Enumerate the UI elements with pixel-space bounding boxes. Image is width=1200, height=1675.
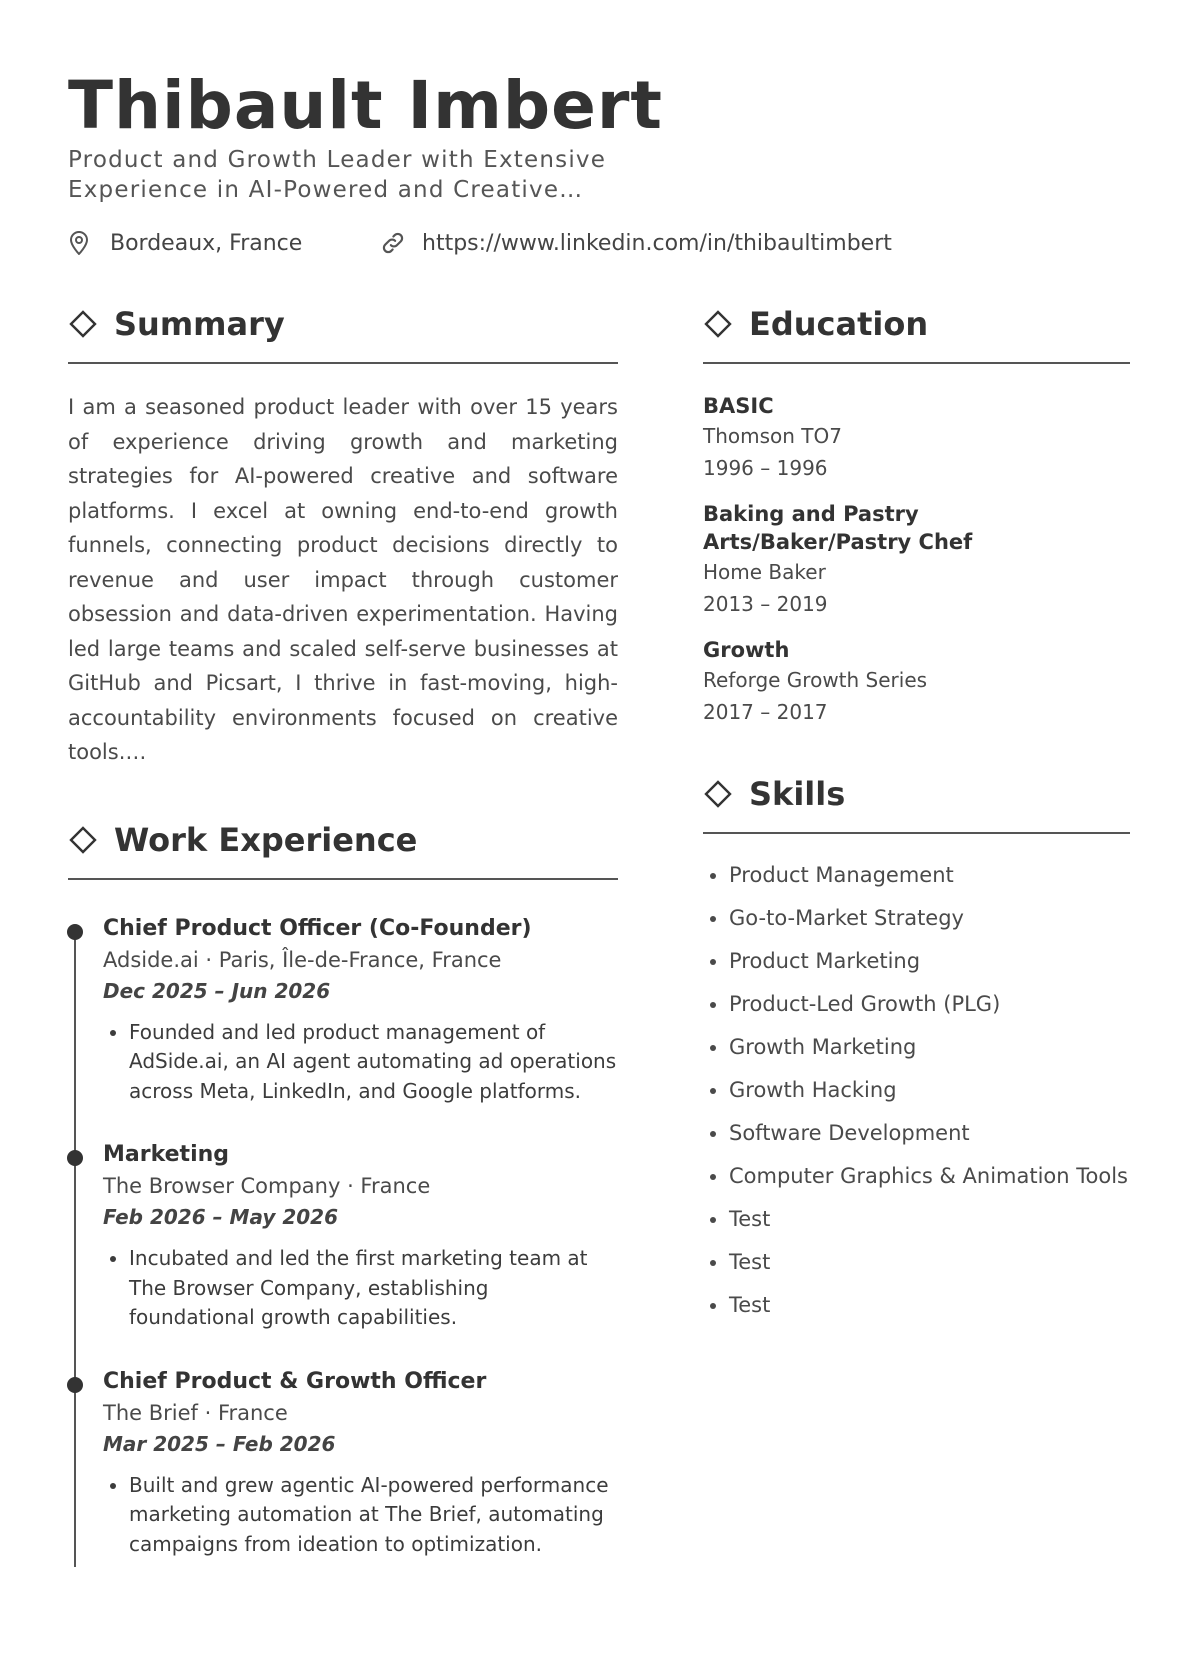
left-column <box>68 300 618 1559</box>
diamond-outline-icon <box>703 309 733 339</box>
section-header-summary <box>68 300 618 364</box>
diamond-outline-icon <box>68 825 98 855</box>
skill-item: • Product-Led Growth (PLG) <box>729 989 1130 1019</box>
job-company: The Brief · France <box>103 1400 288 1425</box>
job-dates: Mar 2025 – Feb 2026 <box>103 1431 336 1456</box>
section-header-work <box>68 816 618 880</box>
job-title: Chief Product Officer (Co-Founder) <box>103 915 532 941</box>
section-header-skills <box>703 770 1130 834</box>
education-school: Reforge Growth Series <box>703 668 928 692</box>
job-entry <box>103 914 618 1107</box>
skill-item: • Go-to-Market Strategy <box>729 903 1130 933</box>
work-timeline <box>68 914 618 1560</box>
job-bullet: • Incubated and led the first marketing team at The Browser Company, establishing foundational growth capabilities. <box>129 1244 618 1333</box>
diamond-outline-icon <box>68 309 98 339</box>
skill-item: • Product Management <box>729 860 1130 890</box>
job-dates: Dec 2025 – Jun 2026 <box>103 978 331 1003</box>
contact-linkedin[interactable] <box>380 226 892 260</box>
education-entry <box>703 636 1130 728</box>
job-bullets <box>103 1244 618 1333</box>
education-school: Thomson TO7 <box>703 424 842 448</box>
skill-item: • Software Development <box>729 1118 1130 1148</box>
job-company: The Browser Company · France <box>103 1174 431 1198</box>
location-text: Bordeaux, France <box>110 230 303 256</box>
diamond-outline-icon <box>703 779 733 809</box>
job-company: Adside.ai · Paris, Île-de-France, France <box>103 947 502 972</box>
timeline-dot-icon <box>67 1150 83 1166</box>
education-degree: Growth <box>703 638 790 662</box>
skill-item: • Growth Marketing <box>729 1032 1130 1062</box>
section-title-education: Education <box>749 305 929 343</box>
education-section <box>703 300 1130 728</box>
section-header-education <box>703 300 1130 364</box>
timeline-line <box>74 930 76 1568</box>
skill-item: • Computer Graphics & Animation Tools <box>729 1161 1130 1191</box>
candidate-name: Thibault Imbert <box>68 67 663 144</box>
job-bullet: • Built and grew agentic AI-powered performance marketing automation at The Brief, automating campaigns from ideation to optimization. <box>129 1471 618 1560</box>
education-school: Home Baker <box>703 560 826 584</box>
job-bullets <box>103 1018 618 1107</box>
job-title: Chief Product & Growth Officer <box>103 1368 487 1394</box>
job-title: Marketing <box>103 1142 230 1167</box>
education-dates: 2013 – 2019 <box>703 592 828 616</box>
linkedin-url[interactable]: https://www.linkedin.com/in/thibaultimbert <box>422 230 892 256</box>
skills-list <box>703 860 1130 1320</box>
education-degree: BASIC <box>703 394 774 418</box>
education-degree: Baking and Pastry Arts/Baker/Pastry Chef <box>703 502 973 554</box>
skill-item: • Growth Hacking <box>729 1075 1130 1105</box>
education-dates: 1996 – 1996 <box>703 456 828 480</box>
link-icon <box>380 230 406 256</box>
skill-item: • Test <box>729 1290 1130 1320</box>
education-entry <box>703 500 1130 620</box>
education-entry <box>703 392 1130 484</box>
education-dates: 2017 – 2017 <box>703 700 828 724</box>
job-bullets <box>103 1471 618 1560</box>
skills-section <box>703 770 1130 1320</box>
job-entry <box>103 1367 618 1560</box>
timeline-dot-icon <box>67 924 83 940</box>
section-title-work: Work Experience <box>114 820 418 859</box>
map-pin-icon <box>68 230 90 256</box>
headline: Product and Growth Leader with Extensive Experience in AI-Powered and Creative… <box>68 147 607 203</box>
section-title-summary: Summary <box>114 305 285 343</box>
education-list <box>703 392 1130 728</box>
section-title-skills: Skills <box>749 775 846 813</box>
job-bullet: • Founded and led product management of AdSide.ai, an AI agent automating ad operations across Meta, LinkedIn, and Google platforms. <box>129 1018 618 1107</box>
contact-location <box>68 226 302 260</box>
work-experience-section <box>68 816 618 1560</box>
skill-item: • Product Marketing <box>729 946 1130 976</box>
skill-item: • Test <box>729 1247 1130 1277</box>
right-column <box>703 300 1130 1333</box>
timeline-dot-icon <box>67 1377 83 1393</box>
skill-item: • Test <box>729 1204 1130 1234</box>
summary-text: I am a seasoned product leader with over 15 years of experience driving growth and marketing strategies for AI-powered creative and software platforms. I excel at owning end-to-end growth funnels, connecting product decisions directly to revenue and user impact through customer obsession and data-driven experimentation. Having led large teams and scaled self-serve businesses at GitHub and Picsart, I thrive in fast-moving, high-accountability environments focused on creative tools.… <box>68 395 618 764</box>
job-entry <box>103 1140 618 1333</box>
job-dates: Feb 2026 – May 2026 <box>103 1205 338 1229</box>
summary-section <box>68 300 618 770</box>
